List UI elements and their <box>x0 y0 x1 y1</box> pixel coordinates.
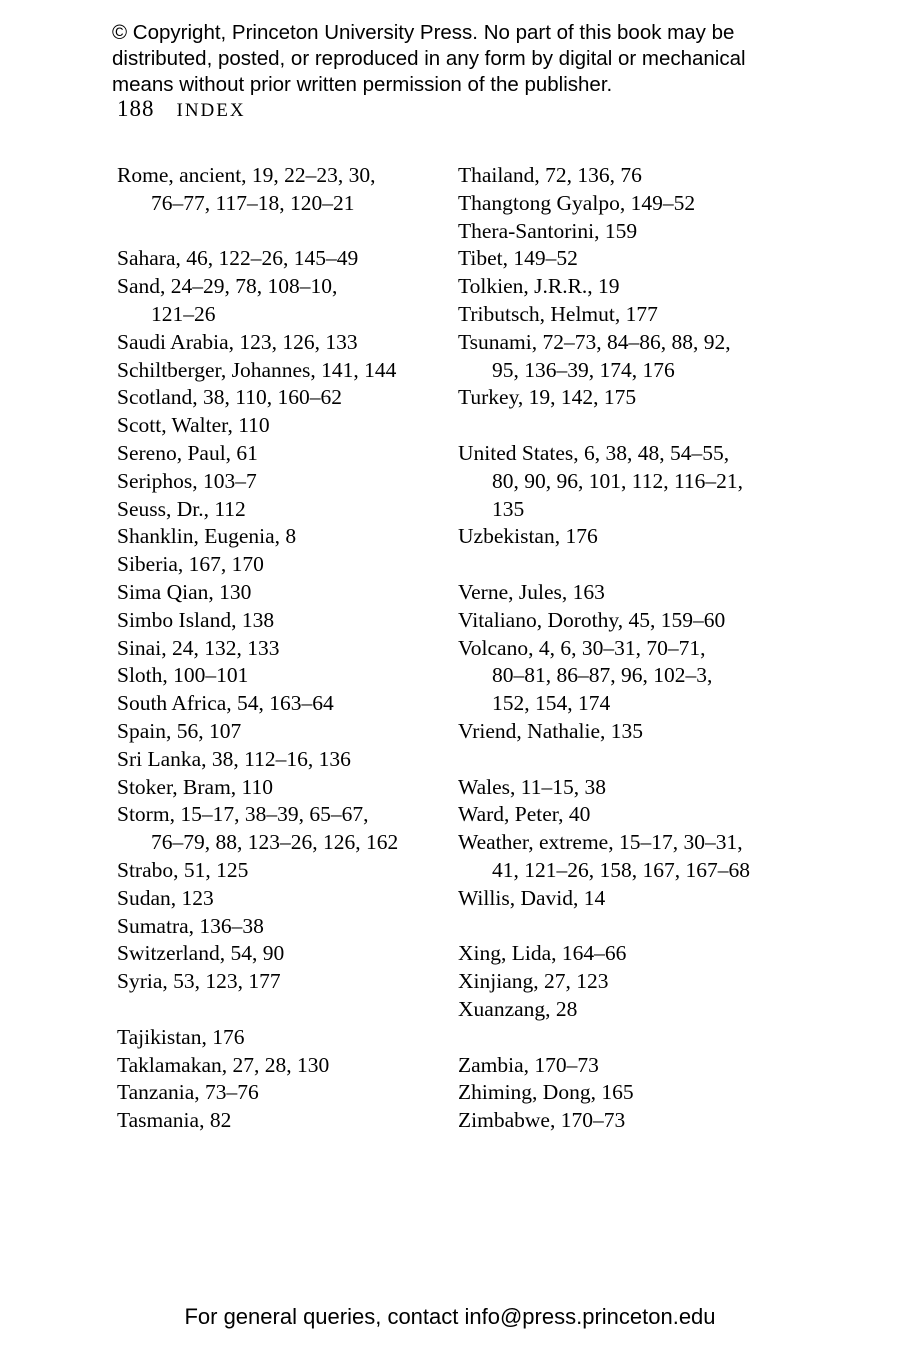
index-entry <box>117 523 447 551</box>
index-letter-group <box>458 940 788 1023</box>
index-entry <box>117 940 447 968</box>
index-entry-line: Verne, Jules, 163 <box>458 579 605 604</box>
index-entry <box>458 829 788 885</box>
index-entry-line: Weather, extreme, 15–17, 30–31, <box>458 830 743 855</box>
index-entry-line: Zambia, 170–73 <box>458 1052 599 1077</box>
index-entry-line: Saudi Arabia, 123, 126, 133 <box>117 329 358 354</box>
index-entry-line: Rome, ancient, 19, 22–23, 30, <box>117 163 376 187</box>
index-entry <box>117 440 447 468</box>
page-number: 188 <box>117 96 155 121</box>
copyright-notice: © Copyright, Princeton University Press. No part of this book may be distributed, posted, or reproduced in any form by digital or mechanical means without prior written permission of the publisher. <box>112 21 746 96</box>
index-entry <box>458 940 788 968</box>
index-entry-line: Simbo Island, 138 <box>117 607 275 632</box>
index-entry <box>117 801 447 857</box>
index-letter-group <box>117 245 447 996</box>
index-entry-line: Sloth, 100–101 <box>117 663 249 688</box>
index-entry-line: Xing, Lida, 164–66 <box>458 941 627 966</box>
index-entry-line: Tributsch, Helmut, 177 <box>458 301 658 326</box>
index-entry-line: Tibet, 149–52 <box>458 246 578 271</box>
index-entry-line: Sand, 24–29, 78, 108–10, <box>117 274 338 299</box>
index-entry <box>117 913 447 941</box>
index-entry-line: Vitaliano, Dorothy, 45, 159–60 <box>458 607 726 632</box>
index-entry <box>117 162 447 218</box>
index-entry <box>117 384 447 412</box>
index-entry <box>458 968 788 996</box>
index-entry-line: Thangtong Gyalpo, 149–52 <box>458 190 696 215</box>
index-entry-line: Uzbekistan, 176 <box>458 524 598 549</box>
index-entry-line: Wales, 11–15, 38 <box>458 774 606 799</box>
index-entry <box>458 885 788 913</box>
index-entry-line: Volcano, 4, 6, 30–31, 70–71, <box>458 635 706 660</box>
index-entry-continuation: 76–79, 88, 123–26, 126, 162 <box>151 830 399 855</box>
index-entry-line: Sahara, 46, 122–26, 145–49 <box>117 246 359 271</box>
index-entry-line: Zhiming, Dong, 165 <box>458 1080 634 1105</box>
index-entry <box>458 774 788 802</box>
index-entry-line: South Africa, 54, 163–64 <box>117 691 334 716</box>
index-entry-line: Siberia, 167, 170 <box>117 552 264 577</box>
index-entry-continuation: 80–81, 86–87, 96, 102–3, <box>492 663 713 688</box>
index-entry-line: Sima Qian, 130 <box>117 579 252 604</box>
index-entry-continuation: 121–26 <box>151 301 216 326</box>
index-entry <box>117 1052 447 1080</box>
index-entry-line: Shanklin, Eugenia, 8 <box>117 524 297 549</box>
index-letter-group <box>117 162 447 218</box>
index-entry <box>117 496 447 524</box>
index-entry <box>458 635 788 718</box>
index-entry <box>458 579 788 607</box>
index-entry-line: Strabo, 51, 125 <box>117 857 249 882</box>
index-entry <box>458 1079 788 1107</box>
index-entry-line: Sumatra, 136–38 <box>117 913 264 938</box>
index-entry-continuation: 152, 154, 174 <box>492 691 611 716</box>
index-entry <box>458 801 788 829</box>
index-entry <box>458 607 788 635</box>
index-entry-line: Schiltberger, Johannes, 141, 144 <box>117 357 397 382</box>
index-entry-line: Tsunami, 72–73, 84–86, 88, 92, <box>458 329 731 354</box>
index-entry <box>117 1024 447 1052</box>
index-entry-continuation: 41, 121–26, 158, 167, 167–68 <box>492 857 750 882</box>
index-entry-line: Taklamakan, 27, 28, 130 <box>117 1052 330 1077</box>
index-entry-line: Ward, Peter, 40 <box>458 802 591 827</box>
index-entry-line: Xuanzang, 28 <box>458 996 578 1021</box>
index-entry <box>117 357 447 385</box>
index-entry <box>117 329 447 357</box>
index-entry <box>117 718 447 746</box>
index-entry-continuation: 95, 136–39, 174, 176 <box>492 357 675 382</box>
index-letter-group <box>117 1024 447 1135</box>
index-entry-line: Spain, 56, 107 <box>117 718 242 743</box>
index-entry-line: United States, 6, 38, 48, 54–55, <box>458 440 730 465</box>
running-head <box>117 96 246 122</box>
index-entry-line: Storm, 15–17, 38–39, 65–67, <box>117 802 369 827</box>
index-entry-line: Thailand, 72, 136, 76 <box>458 163 642 187</box>
index-entry <box>458 245 788 273</box>
index-entry <box>117 245 447 273</box>
index-entry <box>117 1079 447 1107</box>
index-entry-continuation: 135 <box>492 496 525 521</box>
index-entry <box>117 579 447 607</box>
index-entry <box>458 162 788 190</box>
index-entry <box>117 690 447 718</box>
index-entry-line: Tajikistan, 176 <box>117 1024 245 1049</box>
index-entry <box>117 746 447 774</box>
index-entry <box>458 190 788 218</box>
section-title: INDEX <box>176 100 246 121</box>
index-letter-group <box>458 440 788 551</box>
index-entry-line: Seriphos, 103–7 <box>117 468 257 493</box>
index-entry <box>458 996 788 1024</box>
index-entry <box>117 885 447 913</box>
index-entry <box>458 329 788 385</box>
index-entry-line: Sereno, Paul, 61 <box>117 440 258 465</box>
index-entry-line: Xinjiang, 27, 123 <box>458 969 609 994</box>
index-entry-line: Turkey, 19, 142, 175 <box>458 385 637 410</box>
index-entry <box>117 968 447 996</box>
index-letter-group <box>458 1052 788 1135</box>
index-entry-line: Tasmania, 82 <box>117 1108 232 1133</box>
index-entry <box>117 662 447 690</box>
index-entry <box>117 468 447 496</box>
index-entry <box>117 551 447 579</box>
index-entry-line: Vriend, Nathalie, 135 <box>458 718 643 743</box>
index-letter-group <box>458 774 788 913</box>
index-entry <box>458 440 788 523</box>
index-entry <box>458 1107 788 1135</box>
index-entry-line: Sudan, 123 <box>117 885 214 910</box>
footer-contact: For general queries, contact info@press.princeton.edu <box>184 1304 716 1329</box>
index-entry <box>458 273 788 301</box>
index-entry <box>458 523 788 551</box>
index-entry <box>458 218 788 246</box>
index-entry <box>117 273 447 329</box>
index-entry <box>458 1052 788 1080</box>
index-entry-continuation: 80, 90, 96, 101, 112, 116–21, <box>492 468 744 493</box>
index-entry <box>117 412 447 440</box>
index-entry-line: Scott, Walter, 110 <box>117 413 270 438</box>
index-entry <box>117 607 447 635</box>
index-entry-line: Stoker, Bram, 110 <box>117 774 273 799</box>
index-entry <box>117 635 447 663</box>
index-letter-group <box>458 579 788 746</box>
index-entry <box>458 301 788 329</box>
index-entry-line: Thera-Santorini, 159 <box>458 218 638 243</box>
index-entry <box>117 857 447 885</box>
index-entry-line: Zimbabwe, 170–73 <box>458 1108 626 1133</box>
index-entry-line: Seuss, Dr., 112 <box>117 496 246 521</box>
index-entry-continuation: 76–77, 117–18, 120–21 <box>151 190 355 215</box>
index-entry-line: Tanzania, 73–76 <box>117 1080 259 1105</box>
index-entry-line: Scotland, 38, 110, 160–62 <box>117 385 342 410</box>
index-entry-line: Tolkien, J.R.R., 19 <box>458 274 620 299</box>
index-entry <box>117 774 447 802</box>
index-column-right <box>458 162 788 1135</box>
index-entry-line: Willis, David, 14 <box>458 885 606 910</box>
index-entry-line: Sri Lanka, 38, 112–16, 136 <box>117 746 351 771</box>
index-entry-line: Sinai, 24, 132, 133 <box>117 635 280 660</box>
index-entry <box>458 384 788 412</box>
index-entry <box>458 718 788 746</box>
index-letter-group <box>458 162 788 412</box>
index-entry-line: Syria, 53, 123, 177 <box>117 969 281 994</box>
index-column-left <box>117 162 447 1135</box>
index-entry <box>117 1107 447 1135</box>
index-entry-line: Switzerland, 54, 90 <box>117 941 285 966</box>
